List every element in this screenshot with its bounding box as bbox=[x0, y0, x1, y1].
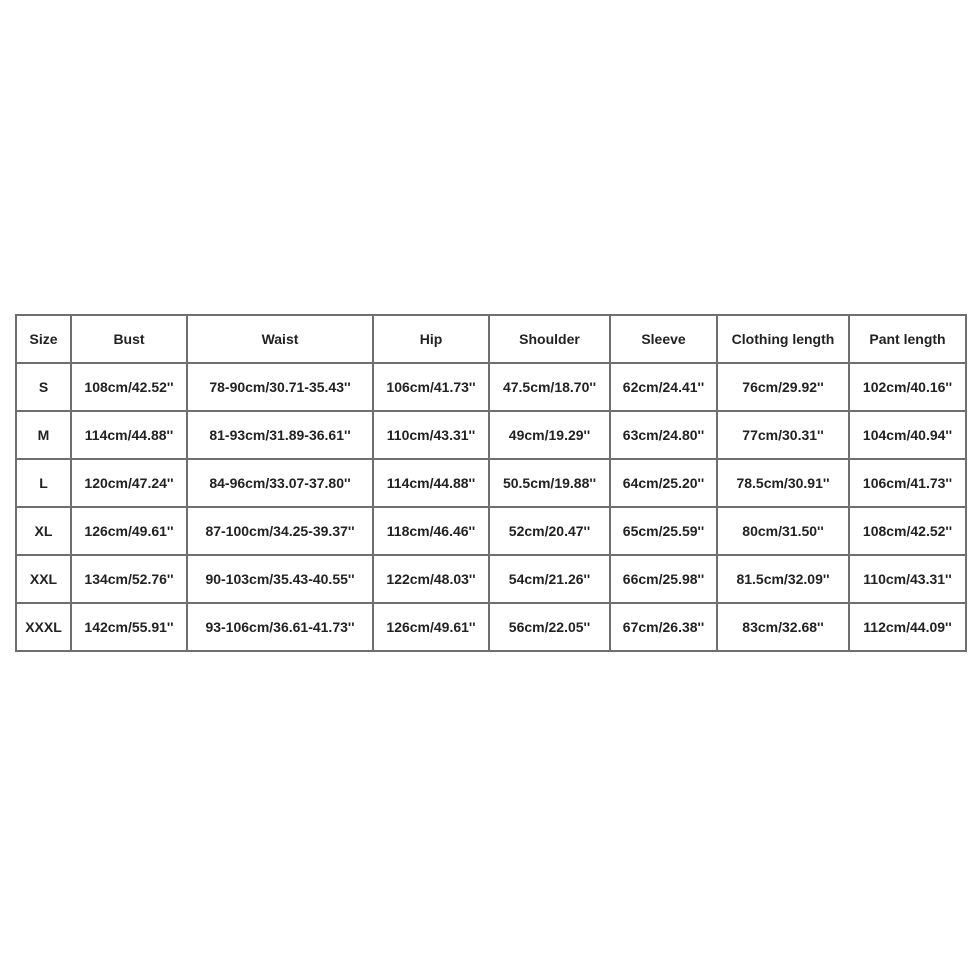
cell-sleeve: 63cm/24.80'' bbox=[610, 411, 717, 459]
cell-size: S bbox=[16, 363, 71, 411]
cell-waist: 78-90cm/30.71-35.43'' bbox=[187, 363, 373, 411]
cell-waist: 90-103cm/35.43-40.55'' bbox=[187, 555, 373, 603]
cell-hip: 106cm/41.73'' bbox=[373, 363, 489, 411]
size-chart-header bbox=[16, 315, 966, 363]
cell-waist: 84-96cm/33.07-37.80'' bbox=[187, 459, 373, 507]
cell-shoulder: 54cm/21.26'' bbox=[489, 555, 610, 603]
cell-clothing-length: 80cm/31.50'' bbox=[717, 507, 849, 555]
table-row bbox=[16, 459, 966, 507]
header-hip: Hip bbox=[373, 315, 489, 363]
header-clothing-length: Clothing length bbox=[717, 315, 849, 363]
size-chart-body bbox=[16, 363, 966, 651]
cell-size: M bbox=[16, 411, 71, 459]
cell-bust: 134cm/52.76'' bbox=[71, 555, 187, 603]
cell-size: XL bbox=[16, 507, 71, 555]
cell-clothing-length: 77cm/30.31'' bbox=[717, 411, 849, 459]
cell-size: XXXL bbox=[16, 603, 71, 651]
cell-clothing-length: 76cm/29.92'' bbox=[717, 363, 849, 411]
cell-bust: 126cm/49.61'' bbox=[71, 507, 187, 555]
table-row bbox=[16, 555, 966, 603]
header-sleeve: Sleeve bbox=[610, 315, 717, 363]
cell-bust: 120cm/47.24'' bbox=[71, 459, 187, 507]
header-bust: Bust bbox=[71, 315, 187, 363]
cell-shoulder: 49cm/19.29'' bbox=[489, 411, 610, 459]
cell-waist: 93-106cm/36.61-41.73'' bbox=[187, 603, 373, 651]
cell-pant-length: 104cm/40.94'' bbox=[849, 411, 966, 459]
table-row bbox=[16, 411, 966, 459]
table-row bbox=[16, 507, 966, 555]
cell-sleeve: 67cm/26.38'' bbox=[610, 603, 717, 651]
cell-shoulder: 52cm/20.47'' bbox=[489, 507, 610, 555]
cell-pant-length: 112cm/44.09'' bbox=[849, 603, 966, 651]
header-waist: Waist bbox=[187, 315, 373, 363]
header-size: Size bbox=[16, 315, 71, 363]
cell-hip: 110cm/43.31'' bbox=[373, 411, 489, 459]
cell-size: L bbox=[16, 459, 71, 507]
cell-size: XXL bbox=[16, 555, 71, 603]
cell-clothing-length: 83cm/32.68'' bbox=[717, 603, 849, 651]
cell-hip: 114cm/44.88'' bbox=[373, 459, 489, 507]
cell-clothing-length: 81.5cm/32.09'' bbox=[717, 555, 849, 603]
cell-bust: 108cm/42.52'' bbox=[71, 363, 187, 411]
cell-hip: 122cm/48.03'' bbox=[373, 555, 489, 603]
cell-bust: 114cm/44.88'' bbox=[71, 411, 187, 459]
cell-shoulder: 47.5cm/18.70'' bbox=[489, 363, 610, 411]
header-pant-length: Pant length bbox=[849, 315, 966, 363]
cell-pant-length: 106cm/41.73'' bbox=[849, 459, 966, 507]
cell-bust: 142cm/55.91'' bbox=[71, 603, 187, 651]
cell-waist: 81-93cm/31.89-36.61'' bbox=[187, 411, 373, 459]
cell-sleeve: 65cm/25.59'' bbox=[610, 507, 717, 555]
cell-sleeve: 66cm/25.98'' bbox=[610, 555, 717, 603]
cell-sleeve: 62cm/24.41'' bbox=[610, 363, 717, 411]
cell-pant-length: 102cm/40.16'' bbox=[849, 363, 966, 411]
cell-pant-length: 108cm/42.52'' bbox=[849, 507, 966, 555]
cell-hip: 126cm/49.61'' bbox=[373, 603, 489, 651]
header-shoulder: Shoulder bbox=[489, 315, 610, 363]
size-chart-table bbox=[15, 314, 967, 652]
cell-pant-length: 110cm/43.31'' bbox=[849, 555, 966, 603]
table-row bbox=[16, 363, 966, 411]
cell-waist: 87-100cm/34.25-39.37'' bbox=[187, 507, 373, 555]
cell-hip: 118cm/46.46'' bbox=[373, 507, 489, 555]
table-row bbox=[16, 603, 966, 651]
cell-sleeve: 64cm/25.20'' bbox=[610, 459, 717, 507]
cell-shoulder: 50.5cm/19.88'' bbox=[489, 459, 610, 507]
cell-clothing-length: 78.5cm/30.91'' bbox=[717, 459, 849, 507]
header-row bbox=[16, 315, 966, 363]
cell-shoulder: 56cm/22.05'' bbox=[489, 603, 610, 651]
